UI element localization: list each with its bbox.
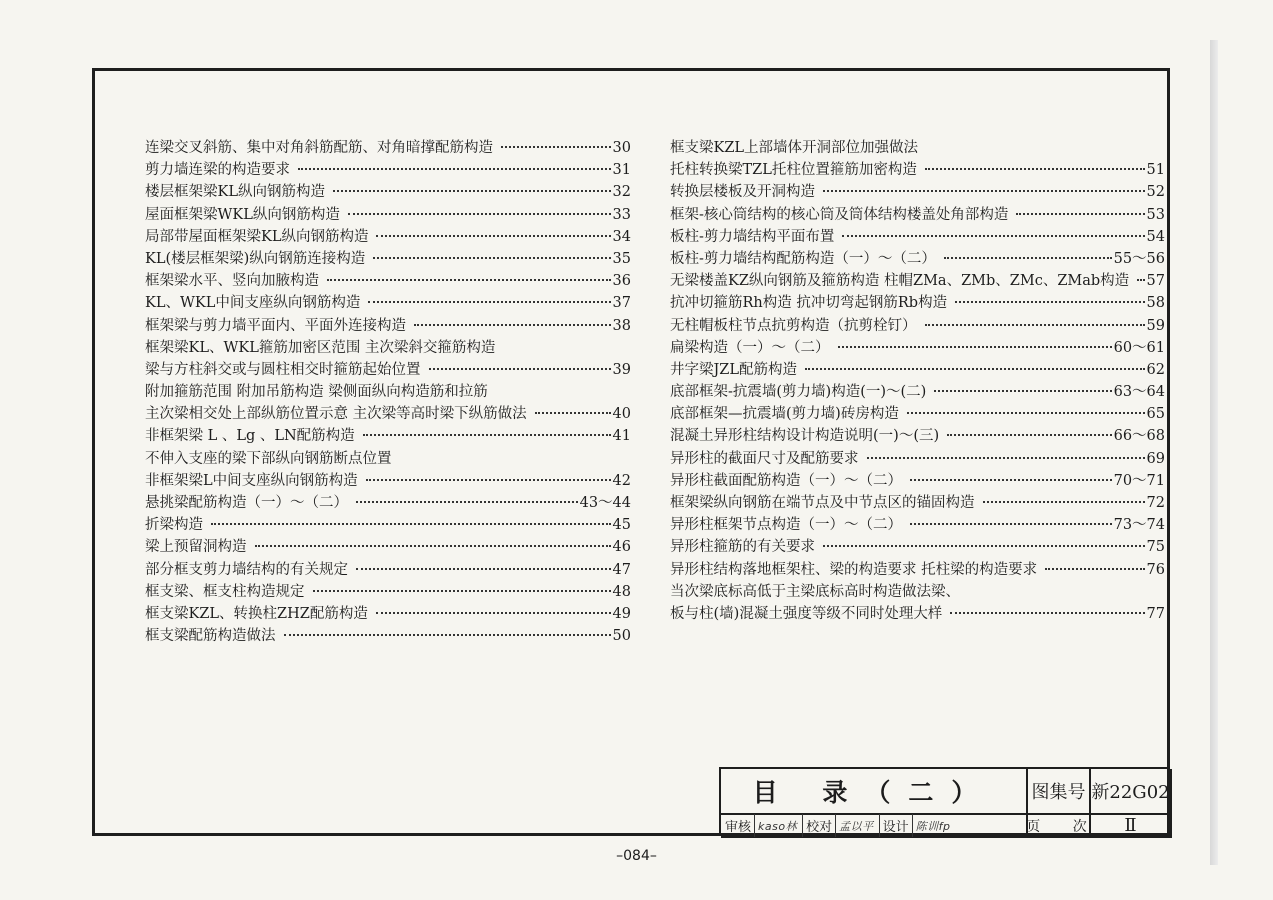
toc-entry-title: 异形柱的截面尺寸及配筋要求 <box>670 450 859 467</box>
toc-entry <box>670 336 1165 358</box>
toc-entry-page: 48 <box>612 583 631 600</box>
toc-entry-title: 不伸入支座的梁下部纵向钢筋断点位置 <box>145 450 392 467</box>
toc-entry-title: 板柱-剪力墙结构配筋构造（一）～（二） <box>670 250 936 267</box>
toc-entry <box>145 136 631 158</box>
title-block <box>719 767 1170 836</box>
toc-entry-page: 76 <box>1146 561 1165 578</box>
toc-entry-title: 非框架梁L中间支座纵向钢筋构造 <box>145 472 358 489</box>
dot-leader <box>535 412 611 414</box>
page-number: –084– <box>616 848 657 864</box>
dot-leader <box>429 368 611 370</box>
toc-entry-page: 59 <box>1146 317 1165 334</box>
toc-entry <box>145 535 631 557</box>
toc-entry <box>670 136 1165 158</box>
toc-entry-page: 33 <box>612 206 631 223</box>
toc-entry <box>670 203 1165 225</box>
dot-leader <box>376 612 611 614</box>
dot-leader <box>805 368 1145 370</box>
toc-entry-title: 框支梁KZL上部墙体开洞部位加强做法 <box>670 140 919 156</box>
toc-entry <box>145 491 631 513</box>
dot-leader <box>925 168 1145 170</box>
scan-edge-strip <box>1210 40 1218 865</box>
toc-entry-page: 57 <box>1146 273 1165 290</box>
toc-entry-title: 异形柱截面配筋构造（一）～（二） <box>670 472 902 489</box>
toc-entry-title: 框支梁KZL、转换柱ZHZ配筋构造 <box>145 605 368 622</box>
dot-leader <box>955 301 1144 303</box>
toc-entry <box>670 469 1165 491</box>
toc-entry <box>145 580 631 602</box>
toc-entry-page: 55～56 <box>1113 250 1165 267</box>
dot-leader <box>823 545 1145 547</box>
toc-entry <box>670 158 1165 180</box>
toc-entry-title: 楼层框架梁KL纵向钢筋构造 <box>145 184 325 201</box>
toc-entry <box>145 402 631 424</box>
toc-entry <box>145 269 631 291</box>
dot-leader <box>838 346 1112 348</box>
dot-leader <box>925 324 1145 326</box>
toc-entry <box>145 225 631 247</box>
toc-entry-page: 43～44 <box>579 495 631 511</box>
toc-entry-page: 39 <box>612 361 631 378</box>
dot-leader <box>313 590 611 592</box>
page-label: 页 次 <box>1028 815 1091 838</box>
dot-leader <box>983 501 1145 503</box>
toc-entry <box>670 314 1165 336</box>
toc-entry <box>670 580 1165 602</box>
toc-entry-page: 58 <box>1146 295 1165 312</box>
toc-entry <box>670 358 1165 380</box>
toc-entry <box>145 203 631 225</box>
toc-entry-page: 30 <box>612 140 631 156</box>
toc-entry-title: 框支梁配筋构造做法 <box>145 628 276 645</box>
toc-entry-page: 52 <box>1146 184 1165 201</box>
toc-entry <box>670 380 1165 402</box>
toc-entry-title: KL、WKL中间支座纵向钢筋构造 <box>145 295 361 312</box>
dot-leader <box>376 235 610 237</box>
dot-leader <box>867 457 1145 459</box>
dot-leader <box>501 146 611 148</box>
toc-entry-page: 54 <box>1146 228 1165 245</box>
divider <box>754 814 755 837</box>
toc-entry-title: 框架-核心筒结构的核心筒及筒体结构楼盖处角部构造 <box>670 206 1009 223</box>
dot-leader <box>327 279 611 281</box>
toc-entry-page: 42 <box>612 472 631 489</box>
toc-entry <box>670 402 1165 424</box>
dot-leader <box>284 634 611 636</box>
toc-entry-page: 50 <box>612 628 631 645</box>
dot-leader <box>298 168 611 170</box>
dot-leader <box>934 390 1111 392</box>
toc-entry-page: 75 <box>1146 539 1165 556</box>
toc-entry <box>670 291 1165 313</box>
dot-leader <box>950 612 1144 614</box>
toc-entry-title: 梁上预留洞构造 <box>145 539 247 556</box>
toc-entry <box>670 447 1165 469</box>
dot-leader <box>1045 568 1144 570</box>
toc-entry <box>145 247 631 269</box>
toc-entry-page: 35 <box>612 250 631 267</box>
toc-entry-title: 扁梁构造（一）～（二） <box>670 339 830 356</box>
dot-leader <box>414 324 611 326</box>
dot-leader <box>1137 279 1144 281</box>
toc-entry <box>145 336 631 358</box>
dot-leader <box>823 190 1145 192</box>
toc-entry <box>670 269 1165 291</box>
toc-entry <box>145 447 631 469</box>
toc-right-column <box>670 136 1165 624</box>
toc-entry-page: 66～68 <box>1113 428 1165 445</box>
dot-leader <box>910 479 1112 481</box>
toc-entry <box>145 558 631 580</box>
toc-entry-title: 连梁交叉斜筋、集中对角斜筋配筋、对角暗撑配筋构造 <box>145 140 493 156</box>
toc-entry-title: 局部带屋面框架梁KL纵向钢筋构造 <box>145 228 369 245</box>
toc-entry-page: 72 <box>1146 495 1165 511</box>
dot-leader <box>366 479 611 481</box>
toc-entry-page: 51 <box>1146 162 1165 179</box>
toc-entry-title: 无梁楼盖KZ纵向钢筋及箍筋构造 柱帽ZMa、ZMb、ZMc、ZMab构造 <box>670 273 1130 290</box>
toc-entry <box>670 491 1165 513</box>
toc-entry-title: 梁与方柱斜交或与圆柱相交时箍筋起始位置 <box>145 361 421 378</box>
dot-leader <box>363 434 611 436</box>
toc-entry-page: 47 <box>612 561 631 578</box>
toc-entry <box>145 314 631 336</box>
dot-leader <box>348 213 611 215</box>
toc-entry-page: 34 <box>612 228 631 245</box>
toc-entry-page: 69 <box>1146 450 1165 467</box>
toc-entry-page: 37 <box>612 295 631 312</box>
toc-entry <box>670 247 1165 269</box>
toc-entry-title: 异形柱框架节点构造（一）～（二） <box>670 517 902 534</box>
dot-leader <box>910 523 1112 525</box>
toc-entry-title: 板与柱(墙)混凝土强度等级不同时处理大样 <box>670 605 943 622</box>
divider <box>912 814 913 837</box>
toc-entry-page: 60～61 <box>1113 339 1165 356</box>
design-label: 设计 <box>882 820 909 835</box>
toc-entry <box>145 602 631 624</box>
page-value: Ⅱ <box>1091 815 1172 838</box>
dot-leader <box>373 257 610 259</box>
toc-entry-title: 当次梁底标高低于主梁底标高时构造做法梁、 <box>670 583 960 600</box>
toc-entry-title: 框架梁KL、WKL箍筋加密区范围 主次梁斜交箍筋构造 <box>145 339 496 356</box>
toc-entry-title: 异形柱箍筋的有关要求 <box>670 539 815 556</box>
dot-leader <box>907 412 1145 414</box>
dot-leader <box>1016 213 1144 215</box>
toc-entry-page: 40 <box>612 406 631 423</box>
toc-entry-title: 底部框架—抗震墙(剪力墙)砖房构造 <box>670 406 899 423</box>
toc-entry-title: 转换层楼板及开洞构造 <box>670 184 815 201</box>
toc-entry-page: 70～71 <box>1113 472 1165 489</box>
toc-entry-title: 托柱转换梁TZL托柱位置箍筋加密构造 <box>670 162 917 179</box>
dot-leader <box>356 501 578 503</box>
toc-entry-title: 无柱帽板柱节点抗剪构造（抗剪栓钉） <box>670 317 917 334</box>
check-signature: 孟以平 <box>839 819 874 833</box>
toc-entry-title: 附加箍筋范围 附加吊筋构造 梁侧面纵向构造筋和拉筋 <box>145 384 488 401</box>
dot-leader <box>368 301 610 303</box>
toc-entry <box>145 624 631 646</box>
divider <box>879 814 880 837</box>
toc-entry <box>670 225 1165 247</box>
toc-entry-page: 32 <box>612 184 631 201</box>
toc-entry-page: 31 <box>612 162 631 179</box>
toc-entry-title: KL(楼层框架梁)纵向钢筋连接构造 <box>145 250 366 267</box>
toc-entry-title: 框支梁、框支柱构造规定 <box>145 583 305 600</box>
toc-entry-page: 65 <box>1146 406 1165 423</box>
review-signature: kaso林 <box>758 819 798 833</box>
divider <box>835 814 836 837</box>
toc-entry-page: 77 <box>1146 605 1165 622</box>
toc-entry-title: 悬挑梁配筋构造（一）～（二） <box>145 495 348 511</box>
drawing-title: 目 录（二） <box>721 769 1028 815</box>
design-signature: 陈训fp <box>915 819 951 833</box>
toc-entry-page: 53 <box>1146 206 1165 223</box>
toc-entry-page: 73～74 <box>1113 517 1165 534</box>
toc-entry <box>670 602 1165 624</box>
toc-entry <box>145 380 631 402</box>
toc-left-column <box>145 136 631 646</box>
toc-entry-page: 45 <box>612 517 631 534</box>
signature-row <box>721 815 1028 838</box>
toc-entry-title: 井字梁JZL配筋构造 <box>670 361 798 378</box>
toc-entry <box>145 358 631 380</box>
toc-entry-page: 63～64 <box>1113 384 1165 401</box>
toc-entry-page: 36 <box>612 273 631 290</box>
toc-entry-title: 折梁构造 <box>145 517 203 534</box>
toc-entry-title: 主次梁相交处上部纵筋位置示意 主次梁等高时梁下纵筋做法 <box>145 406 527 423</box>
atlas-number-label: 图集号 <box>1028 769 1091 815</box>
toc-entry-title: 板柱-剪力墙结构平面布置 <box>670 228 835 245</box>
check-label: 校对 <box>806 820 833 835</box>
toc-entry <box>145 424 631 446</box>
dot-leader <box>947 434 1111 436</box>
dot-leader <box>356 568 611 570</box>
toc-entry-title: 框架梁与剪力墙平面内、平面外连接构造 <box>145 317 406 334</box>
dot-leader <box>211 523 611 525</box>
toc-entry-title: 框架梁水平、竖向加腋构造 <box>145 273 319 290</box>
toc-entry <box>145 291 631 313</box>
toc-entry <box>670 424 1165 446</box>
toc-entry <box>670 180 1165 202</box>
toc-entry <box>670 535 1165 557</box>
toc-entry-title: 非框架梁 L 、Lg 、LN配筋构造 <box>145 428 355 445</box>
toc-entry <box>145 469 631 491</box>
toc-entry-title: 混凝土异形柱结构设计构造说明(一)～(三) <box>670 428 940 445</box>
toc-entry-page: 46 <box>612 539 631 556</box>
review-label: 审核 <box>725 820 752 835</box>
toc-entry-page: 49 <box>612 605 631 622</box>
dot-leader <box>842 235 1144 237</box>
toc-entry <box>145 158 631 180</box>
divider <box>802 814 803 837</box>
toc-entry-title: 底部框架-抗震墙(剪力墙)构造(一)～(二) <box>670 384 927 401</box>
toc-entry-page: 38 <box>612 317 631 334</box>
toc-entry-page: 41 <box>612 428 631 445</box>
toc-entry-title: 抗冲切箍筋Rh构造 抗冲切弯起钢筋Rb构造 <box>670 295 948 312</box>
toc-entry-page: 62 <box>1146 361 1165 378</box>
toc-entry-title: 异形柱结构落地框架柱、梁的构造要求 托柱梁的构造要求 <box>670 561 1038 578</box>
dot-leader <box>255 545 611 547</box>
toc-entry-title: 屋面框架梁WKL纵向钢筋构造 <box>145 206 340 223</box>
toc-entry <box>670 558 1165 580</box>
toc-entry <box>145 513 631 535</box>
dot-leader <box>944 257 1112 259</box>
toc-entry-title: 框架梁纵向钢筋在端节点及中节点区的锚固构造 <box>670 495 975 511</box>
toc-entry-title: 部分框支剪力墙结构的有关规定 <box>145 561 348 578</box>
toc-entry <box>145 180 631 202</box>
toc-entry <box>670 513 1165 535</box>
toc-entry-title: 剪力墙连梁的构造要求 <box>145 162 290 179</box>
atlas-number: 新22G02 <box>1091 769 1172 815</box>
dot-leader <box>333 190 611 192</box>
